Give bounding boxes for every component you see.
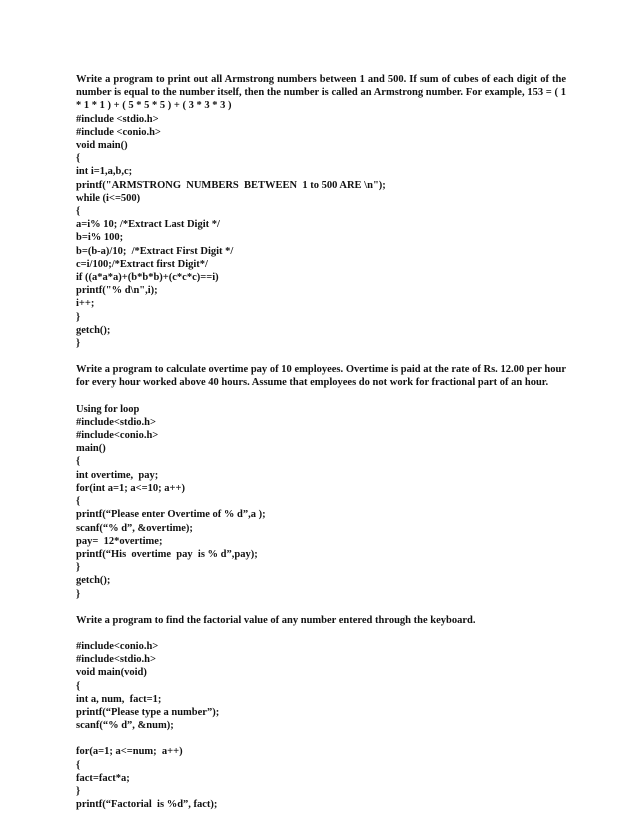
spacer <box>76 732 566 745</box>
code-line: printf(“Factorial is %d”, fact); <box>76 799 218 811</box>
code-line: b=(b-a)/10; /*Extract First Digit */ <box>76 245 234 257</box>
spacer <box>76 627 566 640</box>
code-line: getch(); <box>76 575 111 587</box>
code-line: } <box>76 562 81 574</box>
code-line: for(a=1; a<=num; a++) <box>76 746 183 758</box>
question-factorial: Write a program to find the factorial value of any number entered through the keyboard. <box>76 614 476 626</box>
code-line: scanf(“% d”, &num); <box>76 720 174 732</box>
code-line: #include <conio.h> <box>76 126 161 138</box>
code-line: int overtime, pay; <box>76 469 159 481</box>
code-line: { <box>76 759 81 771</box>
code-line: int i=1,a,b,c; <box>76 166 133 178</box>
code-block-factorial <box>76 640 566 811</box>
code-line: { <box>76 153 81 165</box>
code-line: printf(“Please enter Overtime of % d”,a ); <box>76 509 266 521</box>
spacer <box>76 350 566 363</box>
question-overtime: Write a program to calculate overtime pay of 10 employees. Overtime is paid at the rate of Rs. 12.00 per hour for every hour worked above 40 hours. Assume that employees do not work for fractional part of an hour. <box>76 364 566 389</box>
code-line: while (i<=500) <box>76 192 141 204</box>
question-armstrong: Write a program to print out all Armstrong numbers between 1 and 500. If sum of cubes of each digit of the number is equal to the number itself, then the number is called an Armstrong number. For example, 153 = ( 1 * 1 * 1 ) + ( 5 * 5 * 5 ) + ( 3 * 3 * 3 ) <box>76 74 566 112</box>
code-line: #include<stdio.h> <box>76 416 156 428</box>
code-line: c=i/100;/*Extract first Digit*/ <box>76 258 208 270</box>
code-line: { <box>76 496 81 508</box>
document-page <box>76 73 566 811</box>
code-line: } <box>76 311 81 323</box>
code-line: printf(“Please type a number”); <box>76 706 220 718</box>
code-line: } <box>76 588 81 600</box>
code-line: printf(“His overtime pay is % d”,pay); <box>76 548 258 560</box>
code-line: #include<conio.h> <box>76 640 159 652</box>
code-line: fact=fact*a; <box>76 772 130 784</box>
code-line: b=i% 100; <box>76 232 124 244</box>
code-line: printf("% d\n",i); <box>76 285 158 297</box>
code-line: } <box>76 785 81 797</box>
code-line: getch(); <box>76 324 111 336</box>
code-line: #include<stdio.h> <box>76 654 156 666</box>
code-line: void main(void) <box>76 667 147 679</box>
code-line: #include <stdio.h> <box>76 113 159 125</box>
code-line: int a, num, fact=1; <box>76 693 162 705</box>
code-line: { <box>76 206 81 218</box>
code-block-overtime <box>76 403 566 601</box>
code-line: main() <box>76 443 106 455</box>
code-line: Using for loop <box>76 403 140 415</box>
code-line: { <box>76 680 81 692</box>
spacer <box>76 390 566 403</box>
code-line: a=i% 10; /*Extract Last Digit */ <box>76 219 220 231</box>
spacer <box>76 601 566 614</box>
code-line: pay= 12*overtime; <box>76 535 163 547</box>
code-line: printf("ARMSTRONG NUMBERS BETWEEN 1 to 500 ARE \n"); <box>76 179 386 191</box>
code-block-armstrong <box>76 113 566 351</box>
code-line: for(int a=1; a<=10; a++) <box>76 482 185 494</box>
code-line: i++; <box>76 298 95 310</box>
code-line: { <box>76 456 81 468</box>
code-line: #include<conio.h> <box>76 430 159 442</box>
code-line: } <box>76 338 81 350</box>
code-line: if ((a*a*a)+(b*b*b)+(c*c*c)==i) <box>76 272 219 284</box>
code-line: void main() <box>76 140 128 152</box>
code-line: scanf(“% d”, &overtime); <box>76 522 193 534</box>
